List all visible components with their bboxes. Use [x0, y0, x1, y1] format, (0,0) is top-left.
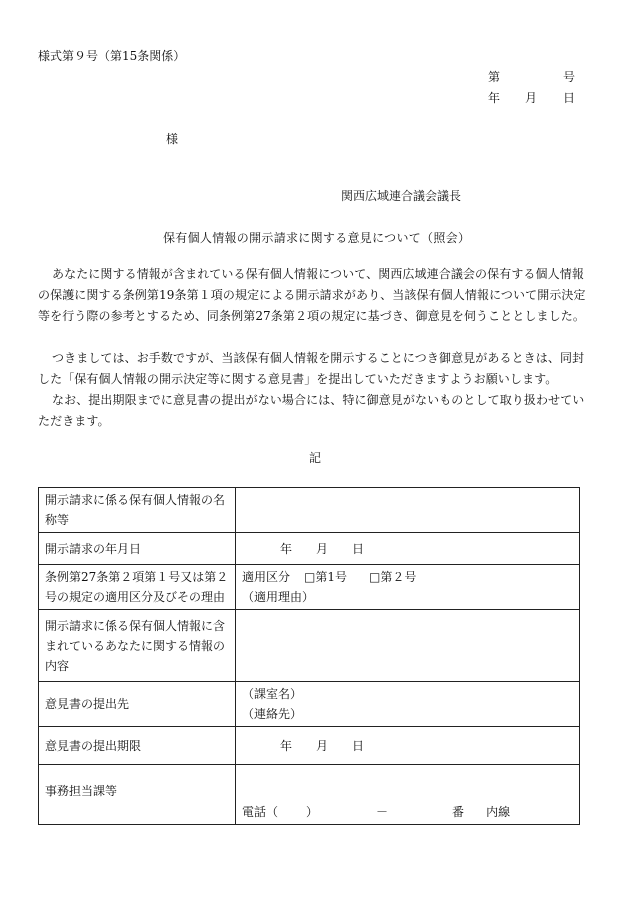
row-label-document-name: 開示請求に係る保有個人情報の名称等: [39, 488, 236, 533]
info-table: [38, 487, 580, 825]
telephone-dash: －: [376, 805, 389, 819]
contact-label: （連絡先）: [242, 707, 303, 721]
request-date-month: 月: [316, 541, 329, 556]
telephone-label: 電話（: [242, 805, 279, 819]
row-label-applicable-category: 条例第27条第２項第１号又は第２号の規定の適用区分及びその理由: [39, 565, 236, 610]
table-row: [39, 565, 580, 610]
request-date-day: 日: [352, 541, 365, 556]
row-label-info-content: 開示請求に係る保有個人情報に含まれているあなたに関する情報の内容: [39, 610, 236, 682]
category-option-1[interactable]: □第1号: [304, 570, 347, 584]
deadline-month: 月: [316, 738, 329, 753]
body-paragraph-2: つきましては、お手数ですが、当該保有個人情報を開示することにつき御意見があるときは、同封した「保有個人情報の開示決定等に関する意見書」を提出していただきますようお願いします。: [38, 351, 585, 386]
table-row: [39, 682, 580, 727]
table-row: [39, 610, 580, 682]
body-paragraph-1: あなたに関する情報が含まれている保有個人情報について、関西広域連合議会の保有する個人情報の保護に関する条例第19条第１項の規定による開示請求があり、当該保有個人情報について開示決定等を行う際の参考とするため、同条例第27条第２項の規定に基づき、御意見を伺うこととしました。: [38, 267, 586, 323]
row-value-submission-destination: [236, 682, 580, 727]
document-title: 保有個人情報の開示請求に関する意見について（照会）: [163, 231, 471, 245]
number-prefix: 第: [488, 70, 501, 84]
date-month: 月: [525, 91, 538, 105]
addressee-suffix: 様: [166, 132, 179, 146]
body-paragraph-3: なお、提出期限までに意見書の提出がない場合には、特に御意見がないものとして取り扱わせていただきます。: [38, 393, 585, 428]
category-reason-label: （適用理由）: [242, 590, 315, 604]
deadline-day: 日: [352, 738, 365, 753]
extension-label: 内線: [486, 805, 511, 819]
row-value-request-date: [236, 533, 580, 565]
deadline-year: 年: [280, 738, 293, 753]
row-label-office-in-charge: 事務担当課等: [39, 765, 236, 825]
request-date-year: 年: [280, 541, 293, 556]
row-value-document-name: [236, 488, 580, 533]
office-name-label: （課室名）: [242, 687, 303, 701]
date-year: 年: [488, 91, 501, 105]
row-label-submission-deadline: 意見書の提出期限: [39, 727, 236, 765]
sender-name: 関西広域連合議会議長: [341, 189, 462, 203]
row-value-applicable-category: [236, 565, 580, 610]
table-row: [39, 488, 580, 533]
telephone-ban: 番: [452, 805, 465, 819]
row-value-office-in-charge: [236, 765, 580, 825]
ki-heading: 記: [309, 451, 322, 465]
category-option-2[interactable]: □第２号: [369, 570, 417, 584]
table-row: [39, 765, 580, 825]
number-suffix: 号: [563, 70, 576, 84]
row-label-submission-destination: 意見書の提出先: [39, 682, 236, 727]
row-value-submission-deadline: [236, 727, 580, 765]
form-reference: 様式第９号（第15条関係）: [38, 49, 186, 63]
row-label-request-date: 開示請求の年月日: [39, 533, 236, 565]
row-value-info-content: [236, 610, 580, 682]
category-label: 適用区分: [242, 570, 291, 584]
date-day: 日: [563, 91, 576, 105]
telephone-paren-close: ）: [306, 805, 319, 819]
table-row: [39, 727, 580, 765]
table-row: [39, 533, 580, 565]
